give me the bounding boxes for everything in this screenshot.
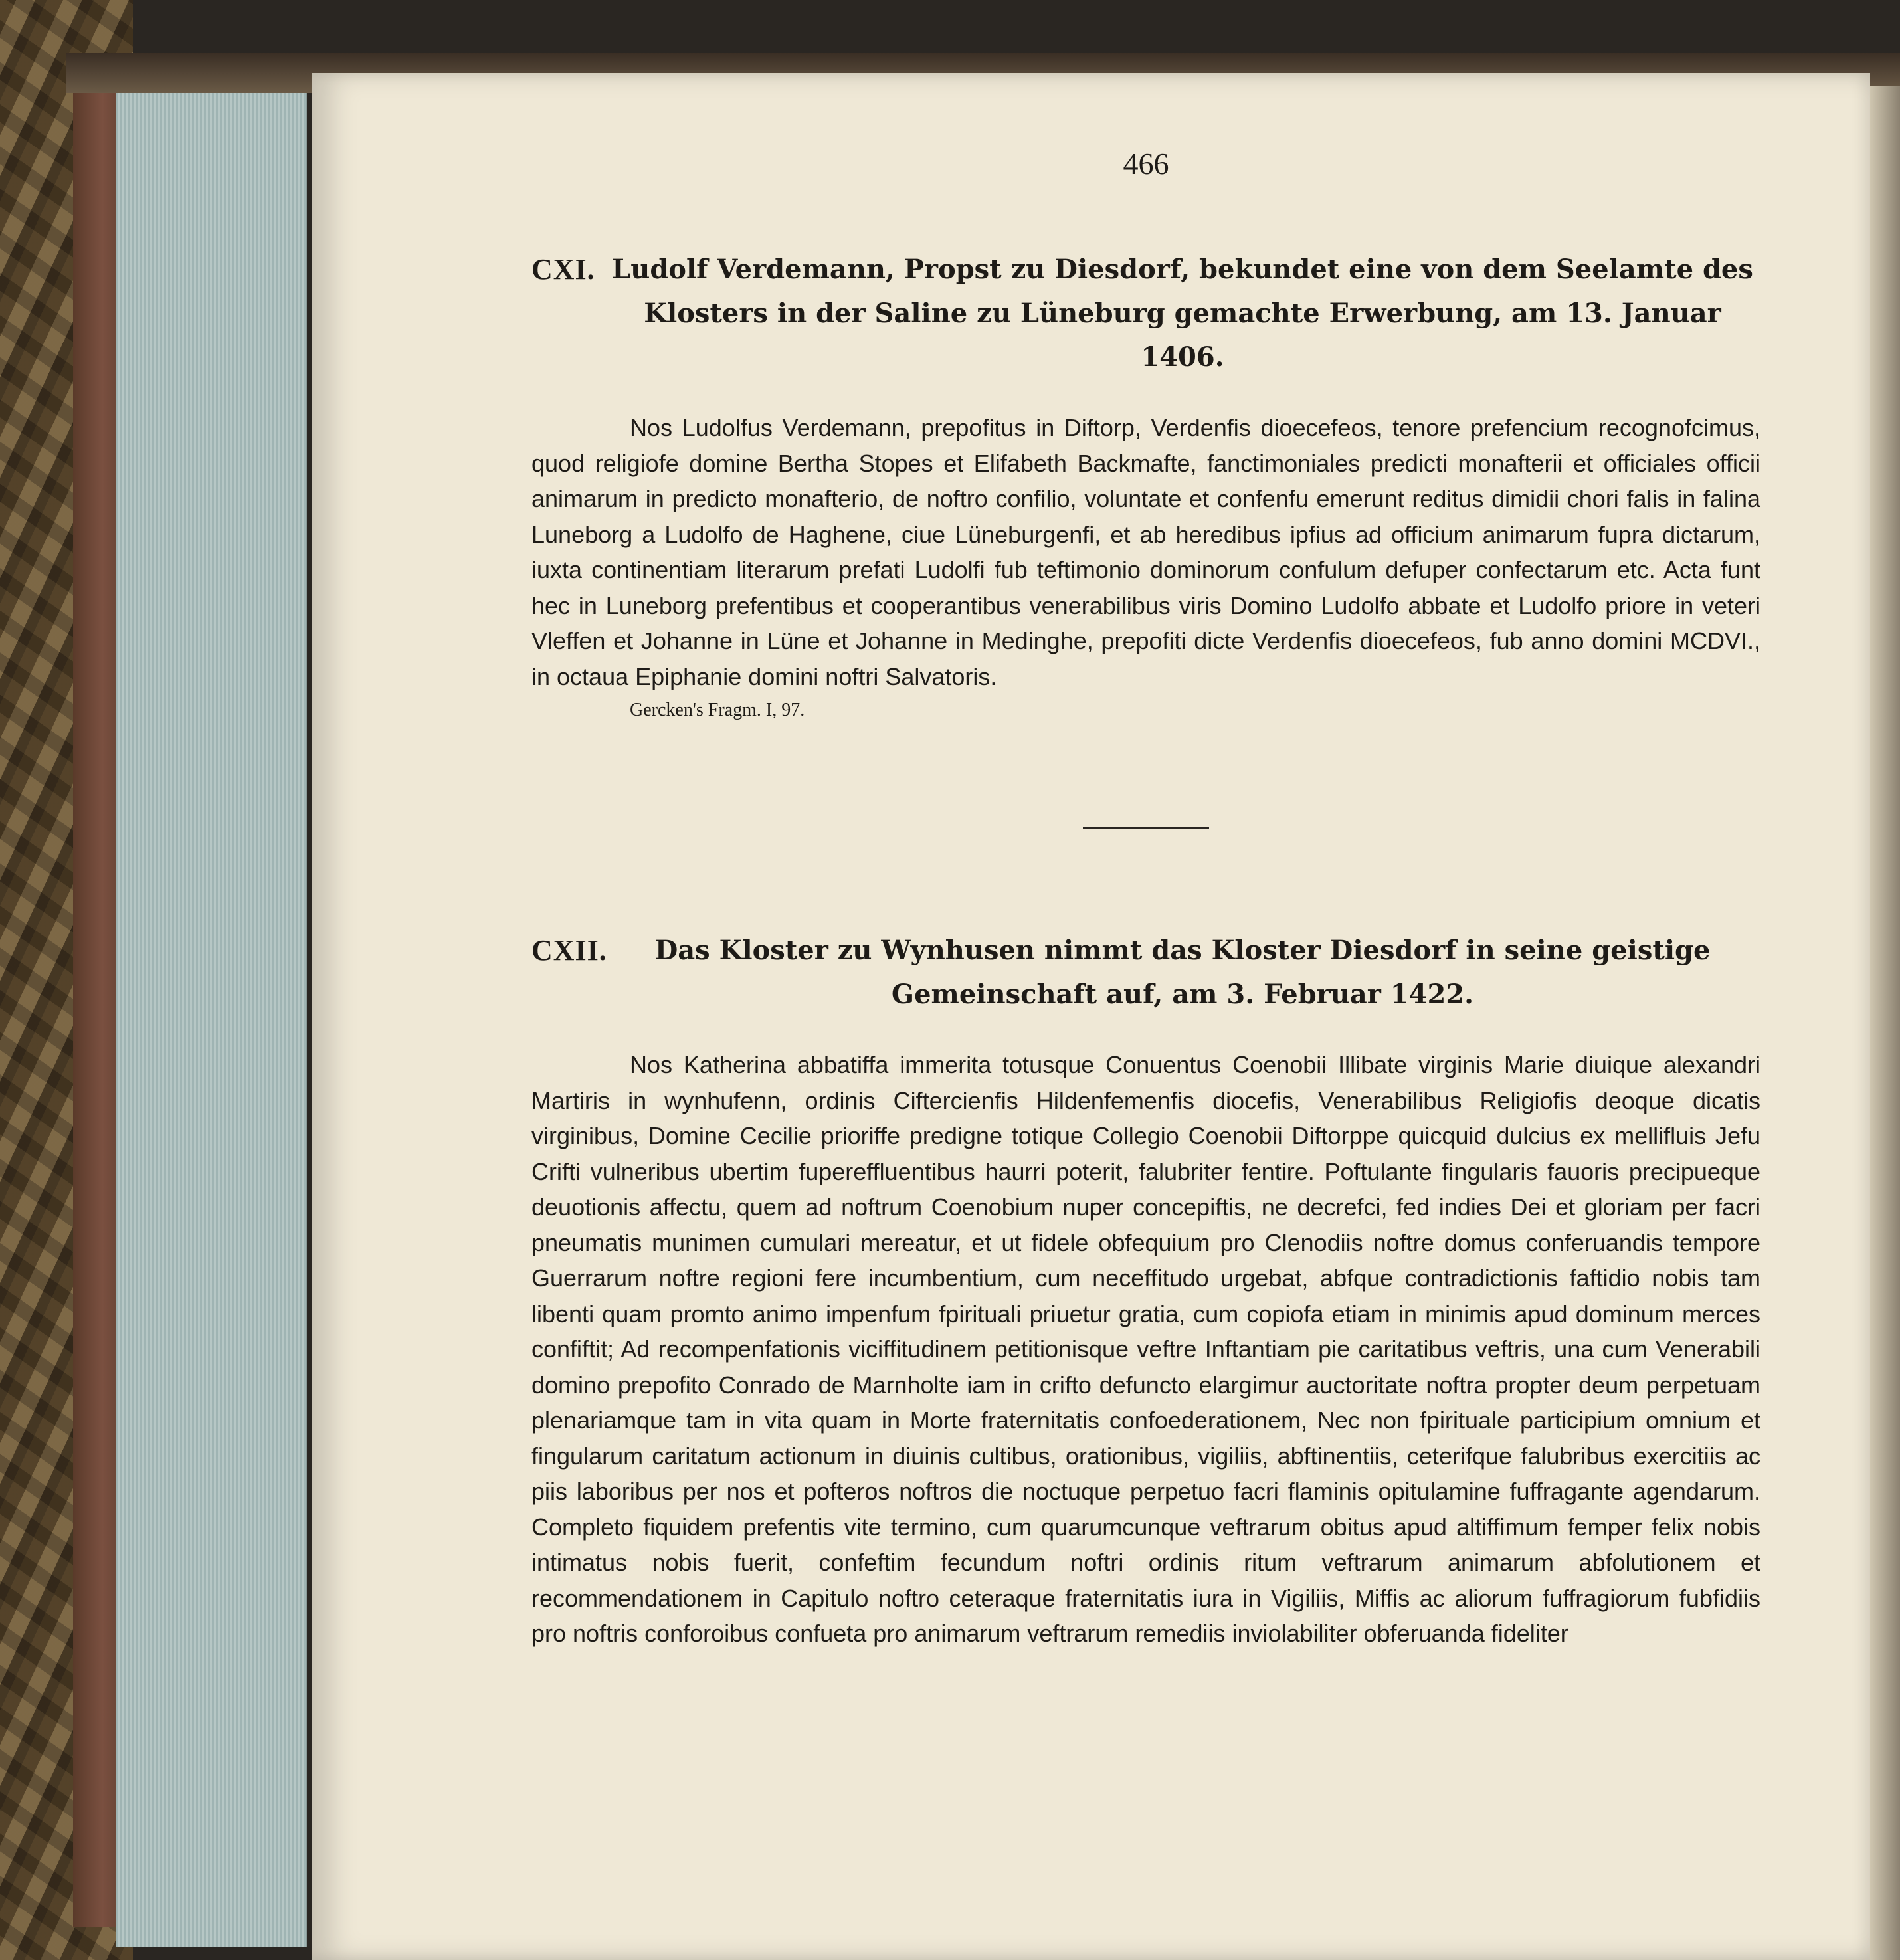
document-title: Das Kloster zu Wynhusen nimmt das Kloster Diesdorf in seine geistige Gemeinschaft auf, am 3. Februar 1422.	[654, 935, 1711, 1010]
section-divider	[1083, 827, 1209, 829]
page-content	[531, 146, 1760, 1652]
document-heading-cxii	[531, 929, 1760, 1017]
page-edges	[116, 93, 307, 1947]
document-number: CXI.	[531, 253, 595, 286]
document-number: CXII.	[531, 934, 607, 967]
document-title: Ludolf Verdemann, Propst zu Diesdorf, bekundet eine von dem Seelamte des Klosters in der Saline zu Lüneburg gemachte Erwerbung, am 13. Januar 1406.	[612, 254, 1753, 373]
page-number: 466	[1123, 147, 1169, 181]
document-heading-cxi	[531, 248, 1760, 379]
document-text: Nos Ludolfus Verdemann, prepofitus in Diftorp, Verdenfis dioecefeos, tenore prefencium recognofcimus, quod religiofe domine Bertha Stopes et Elifabeth Backmafte, fanctimoniales predicti monafterii et officiales officii animarum in predicto monafterio, de noftro confilio, voluntate et confenfu emerunt reditus dimidii chori falis in falina Luneborg a Ludolfo de Haghene, ciue Lüneburgenfi, et ab heredibus ipfius ad officium animarum fupra dictarum, iuxta continentiam literarum prefati Ludolfi fub teftimonio dominorum confulum defuper confectarum etc. Acta funt hec in Luneborg prefentibus et cooperantibus venerabilibus viris Domino Ludolfo abbate et Ludolfo priore in veteri Vleffen et Johanne in Lüne et Johanne in Medinghe, prepofiti dicte Verdenfis dioecefeos, fub anno domini MCDVI., in octaua Epiphanie domini noftri Salvatoris.	[531, 414, 1760, 690]
document-text: Nos Katherina abbatiffa immerita totusque Conuentus Coenobii Illibate virginis Marie diuique alexandri Martiris in wynhufenn, ordinis Ciftercienfis Hildenfemenfis diocefis, Venerabilibus Religiofis deoque dicatis virginibus, Domine Cecilie prioriffe predigne totique Collegio Coenobii Diftorppe quicquid dulcius ex mellifluis Jefu Crifti vulneribus ubertim fupereffluentibus haurri poterit, falubriter fentire. Poftulante fingularis fauoris precipueque deuotionis affectu, quem ad noftrum Coenobium nuper concepiftis, ne decrefci, fed indies Dei et gloriam per facri pneumatis munimen cumulari mereatur, et ut fidele obfequium pro Clenodiis noftre domus conferuandis tempore Guerrarum noftre regioni fere incumbentium, cum neceffitudo urgebat, abfque contradictionis faftidio nobis tam libenti quam promto animo impenfum fpirituali priuetur gratia, cum copiofa etiam in minimis apud dominum merces confiftit; Ad recompenfationis viciffitudinem petitionisque veftre Inftantiam pie caritatibus veftris, una cum Venerabili domino prepofito Conrado de Marnholte iam in crifto defuncto elargimur auctoritate noftra propter deum perpetuam plenariamque tam in vita quam in Morte fraternitatis confoederationem, Nec non fpirituale participium omnium et fingularum caritatum actionum in diuinis cultibus, orationibus, vigiliis, abftinentiis, ceterifque falubribus exercitiis ac piis laboribus per nos et pofteros noftros die noctuque perpetuo facri flaminis opitulamine fuffragante agendarum. Completo fiquidem prefentis vite termino, cum quarumcunque veftrarum obitus apud altiffimum femper felix nobis intimatus nobis fuerit, confeftim fecundum noftri ordinis ritum veftrarum animarum abfolutionem et recommendationem in Capitulo noftro ceteraque fraternitatis iura in Vigiliis, Miffis ac aliorum fuffragiorum fubfidiis pro noftris conforoibus confueta pro animarum veftrarum remediis inviolabiliter obferuanda fideliter	[531, 1051, 1760, 1647]
source-citation: Gercken's Fragm. I, 97.	[630, 700, 805, 720]
right-page-edge	[1870, 86, 1900, 1960]
